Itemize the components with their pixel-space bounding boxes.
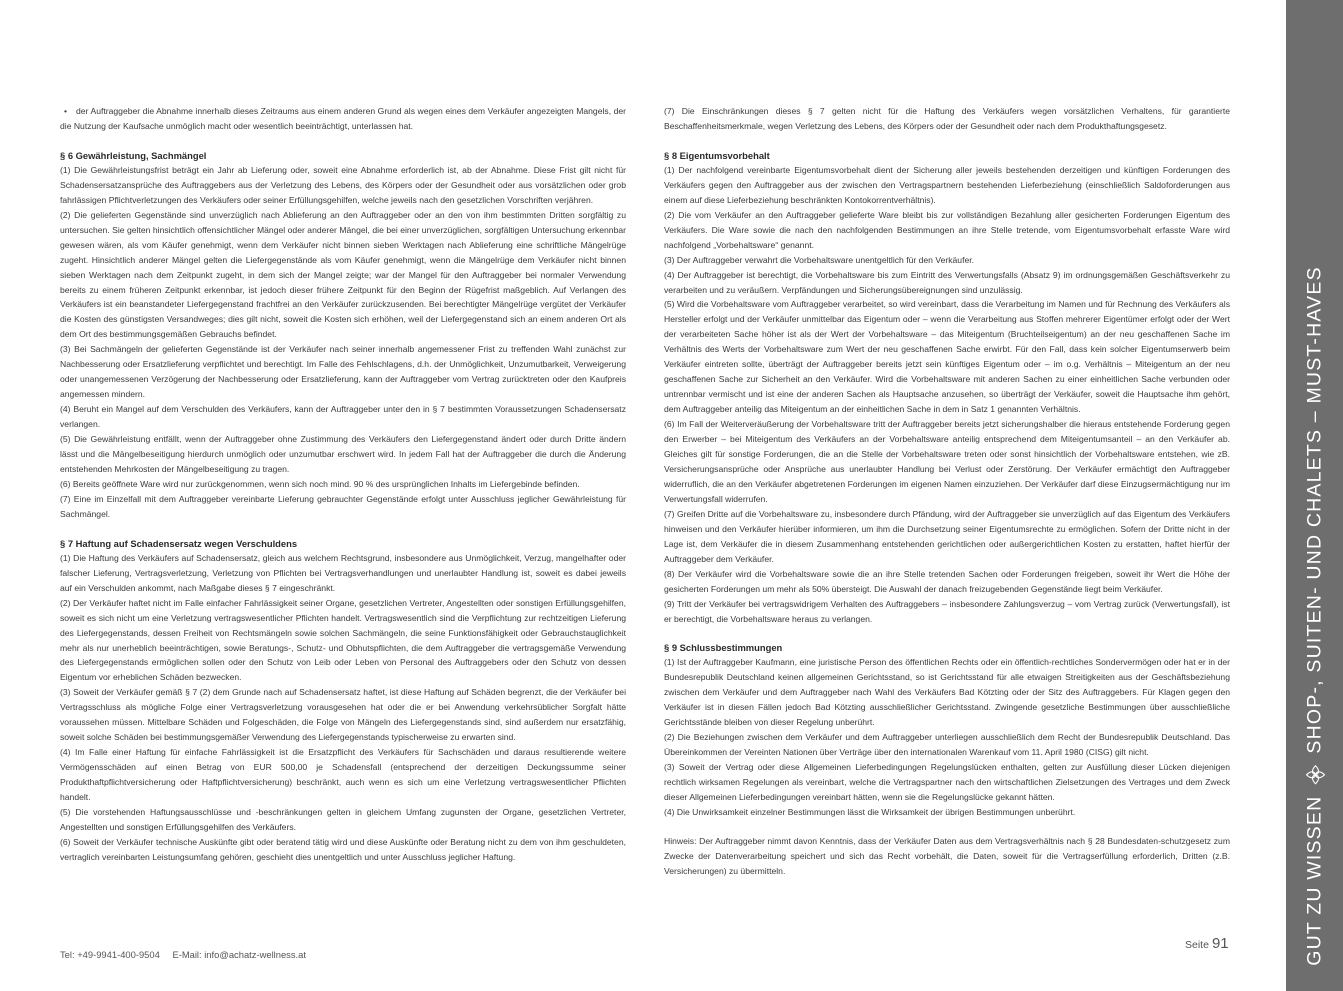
- section-6-paragraph-6: (6) Bereits geöffnete Ware wird nur zurückgenommen, wenn sich noch mind. 90 % des ursprünglichen Inhalts im Liefergebinde befinden.: [60, 478, 580, 489]
- sidebar-label: [1303, 266, 1326, 966]
- page-number-value: 91: [1211, 935, 1229, 952]
- section-9-paragraph-4: (4) Die Unwirksamkeit einzelner Bestimmungen lässt die Wirksamkeit der übrigen Bestimmungen unberührt.: [664, 806, 1076, 817]
- bullet-paragraph: • der Auftraggeber die Abnahme innerhalb dieses Zeitraums aus einem anderen Grund als wegen eines dem Verkäufer angezeigten Mangels, der die Nutzung der Kaufsache unmöglich macht oder wesentlich beeinträchtigt, unterlassen hat.: [60, 104, 626, 134]
- left-column: [60, 104, 626, 865]
- section-7-paragraph-1: (1) Die Haftung des Verkäufers auf Schadensersatz, gleich aus welchem Rechtsgrund, insbesondere aus Unmöglichkeit, Verzug, mangelhafter oder falscher Lieferung, Vertragsverletzung, Verletzung von Pflichten bei Vertragsverhandlungen und unerlaubter Handlung ist, soweit es dabei jeweils auf ein Verschulden ankommt, nach Maßgabe dieses § 7 eingeschränkt.: [60, 552, 626, 593]
- section-8-heading: § 8 Eigentumsvorbehalt: [664, 149, 770, 161]
- section-7-paragraph-2: (2) Der Verkäufer haftet nicht im Falle einfacher Fahrlässigkeit seiner Organe, gesetzlichen Vertreter, Angestellten oder sonstigen Erfüllungsgehilfen, soweit es sich nicht um eine Verletzung vertragswesentlicher Pflichten handelt. Vertragswesentlich sind die Verpflichtung zur rechtzeitigen Lieferung des Liefergegenstands, dessen Freiheit von Rechtsmängeln sowie solchen Sachmängeln, die seine Funktionsfähigkeit oder Gebrauchstauglichkeit mehr als nur unerheblich beeinträchtigen, sowie Beratungs-, Schutz- und Obhutspflichten, die dem Auftraggeber die vertragsgemäße Verwendung des Liefergegenstands ermöglichen sollen oder den Schutz von Leib oder Leben von Personal des Auftraggebers oder den Schutz von dessen Eigentum vor erheblichen Schäden bezwecken.: [60, 597, 626, 683]
- section-7-paragraph-3: (3) Soweit der Verkäufer gemäß § 7 (2) dem Grunde nach auf Schadensersatz haftet, ist diese Haftung auf Schäden begrenzt, die der Verkäufer bei Vertragsschluss als mögliche Folge einer Vertragsverletzung vorausgesehen hat oder die er bei Anwendung verkehrsüblicher Sorgfalt hätte voraussehen müssen. Mittelbare Schäden und Folgeschäden, die Folge von Mängeln des Liefergegenstands sind, sind außerdem nur ersatzfähig, soweit solche Schäden bei bestimmungsgemäßer Verwendung des Liefergegenstands typischerweise zu erwarten sind.: [60, 687, 626, 743]
- section-7-heading: § 7 Haftung auf Schadensersatz wegen Verschuldens: [60, 537, 298, 549]
- section-6-paragraph-7: (7) Eine im Einzelfall mit dem Auftraggeber vereinbarte Lieferung gebrauchter Gegenstände erfolgt unter Ausschluss jeglicher Gewährleistung für Sachmängel.: [60, 493, 626, 519]
- footer-phone: Tel: +49-9941-400-9504: [60, 949, 160, 960]
- section-8-paragraph-8: (8) Der Verkäufer wird die Vorbehaltsware sowie die an ihre Stelle tretenden Sachen oder Forderungen freigeben, soweit ihr Wert die Höhe der gesicherten Forderungen um mehr als 50% übersteigt. Die Auswahl der danach freizugebenden Gegenstände liegt beim Verkäufer.: [664, 568, 1230, 594]
- right-column: [664, 104, 1230, 879]
- footer-email: E-Mail: info@achatz-wellness.at: [172, 949, 306, 960]
- hinweis-paragraph: Hinweis: Der Auftraggeber nimmt davon Kenntnis, dass der Verkäufer Daten aus dem Vertragsverhältnis nach § 28 Bundesdaten-schutzgesetz zum Zwecke der Datenverarbeitung speichert und sich das Recht vorbehält, die Daten, soweit für die Vertragserfüllung erforderlich, Dritten (z.B. Versicherungen) zu übermitteln.: [664, 835, 1230, 876]
- section-9-paragraph-2: (2) Die Beziehungen zwischen dem Verkäufer und dem Auftraggeber unterliegen ausschließlich dem Recht der Bundesrepublik Deutschland. Das Übereinkommen der Vereinten Nationen über Verträge über den internationalen Warenkauf vom 11. April 1980 (CISG) gilt nicht.: [664, 732, 1230, 758]
- section-8-paragraph-7: (7) Greifen Dritte auf die Vorbehaltsware zu, insbesondere durch Pfändung, wird der Auftraggeber sie unverzüglich auf das Eigentum des Verkäufers hinweisen und den Verkäufer hierüber informieren, um ihm die Durchsetzung seiner Eigentumsrechte zu ermöglichen. Sofern der Dritte nicht in der Lage ist, dem Verkäufer die in diesem Zusammenhang entstehenden gerichtlichen oder außergerichtlichen Kosten zu erstatten, haftet hierfür der Auftraggeber dem Verkäufer.: [664, 508, 1230, 564]
- section-7-paragraph-6: (6) Soweit der Verkäufer technische Auskünfte gibt oder beratend tätig wird und diese Auskünfte oder Beratung nicht zu dem von ihm geschuldeten, vertraglich vereinbarten Leistungsumfang gehören, geschieht dies unentgeltlich und unter Ausschluss jeglicher Haftung.: [60, 836, 626, 862]
- page-label: Seite: [1185, 939, 1209, 951]
- section-7-paragraph-7: (7) Die Einschränkungen dieses § 7 gelten nicht für die Haftung des Verkäufers wegen vorsätzlichen Verhaltens, für garantierte Beschaffenheitsmerkmale, wegen Verletzung des Lebens, des Körpers oder der Gesundheit oder nach dem Produkthaftungsgesetz.: [664, 106, 1230, 131]
- section-8-paragraph-5: (5) Wird die Vorbehaltsware vom Auftraggeber verarbeitet, so wird vereinbart, dass die Verarbeitung im Namen und für Rechnung des Verkäufers als Hersteller erfolgt und der Verkäufer unmittelbar das Eigentum oder – wenn die Verarbeitung aus Stoffen mehrerer Eigentümer erfolgt oder der Wert der verarbeiteten Sache höher ist als der Wert der Vorbehaltsware – das Miteigentum (Bruchteilseigentum) an der neu geschaffenen Sache im Verhältnis des Werts der Vorbehaltsware zum Wert der neu geschaffenen Sache erwirbt. Für den Fall, dass kein solcher Eigentumserwerb beim Verkäufer eintreten sollte, überträgt der Auftraggeber bereits jetzt sein künftiges Eigentum oder – im o.g. Verhältnis – Miteigentum an der neu geschaffenen Sache zur Sicherheit an den Verkäufer. Wird die Vorbehaltsware mit anderen Sachen zu einer einheitlichen Sache verbunden oder untrennbar vermischt und ist eine der anderen Sachen als Hauptsache anzusehen, so überträgt der Verkäufer, soweit die Hauptsache ihm gehört, dem Auftraggeber anteilig das Miteigentum an der einheitlichen Sache in dem in Satz 1 genannten Verhältnis.: [664, 299, 1230, 415]
- section-8-paragraph-6: (6) Im Fall der Weiterveräußerung der Vorbehaltsware tritt der Auftraggeber bereits jetzt sicherungshalber die hieraus entstehende Forderung gegen den Erwerber – bei Miteigentum des Verkäufers an der Vorbehaltsware anteilig entsprechend dem Miteigentumsanteil – an den Verkäufer ab. Gleiches gilt für sonstige Forderungen, die an die Stelle der Vorbehaltsware treten oder sonst hinsichtlich der Vorbehaltsware entstehen, wie zB. Versicherungsansprüche oder Ansprüche aus unerlaubter Handlung bei Verlust oder Zerstörung. Der Verkäufer ermächtigt den Auftraggeber widerruflich, die an den Verkäufer abgetretenen Forderungen im eigenen Namen einzuziehen. Der Verkäufer darf diese Einzugsermächtigung nur im Verwertungsfall widerrufen.: [664, 419, 1230, 504]
- section-8-paragraph-4: (4) Der Auftraggeber ist berechtigt, die Vorbehaltsware bis zum Eintritt des Verwertungsfalls (Absatz 9) im ordnungsgemäßen Geschäftsverkehr zu verarbeiten und zu veräußern. Verpfändungen und Sicherungsübereignungen sind unzulässig.: [664, 269, 1230, 295]
- section-8-paragraph-2: (2) Die vom Verkäufer an den Auftraggeber gelieferte Ware bleibt bis zur vollständigen Bezahlung aller gesicherten Forderungen Eigentum des Verkäufers. Die Ware sowie die nach den nachfolgenden Bestimmungen an ihre Stelle tretende, vom Eigentumsvorbehalt erfasste Ware wird nachfolgend „Vorbehaltsware“ genannt.: [664, 209, 1230, 250]
- leaf-ornament-icon: [1304, 763, 1326, 785]
- section-6-paragraph-3: (3) Bei Sachmängeln der gelieferten Gegenstände ist der Verkäufer nach seiner innerhalb angemessener Frist zu treffenden Wahl zunächst zur Nachbesserung oder Ersatzlieferung verpflichtet und berechtigt. Im Falle des Fehlschlagens, d.h. der Unmöglichkeit, Unzumutbarkeit, Verweigerung oder unangemessenen Verzögerung der Nachbesserung oder Ersatzlieferung, kann der Auftraggeber vom Vertrag zurücktreten oder den Kaufpreis angemessen mindern.: [60, 344, 626, 400]
- section-7-paragraph-4: (4) Im Falle einer Haftung für einfache Fahrlässigkeit ist die Ersatzpflicht des Verkäufers für Sachschäden und daraus resultierende weitere Vermögensschäden auf einen Betrag von EUR 500,00 je Schadensfall (entsprechend der derzeitigen Deckungssumme seiner Produkthaftpflichtversicherung oder Haftpflichtversicherung) beschränkt, auch wenn es sich um eine Verletzung vertragswesentlicher Pflichten handelt.: [60, 747, 626, 803]
- section-6-heading: § 6 Gewährleistung, Sachmängel: [60, 149, 207, 161]
- sidebar-band: [1286, 0, 1343, 991]
- section-6-paragraph-1: (1) Die Gewährleistungsfrist beträgt ein Jahr ab Lieferung oder, soweit eine Abnahme erforderlich ist, ab der Abnahme. Diese Frist gilt nicht für Schadensersatzansprüche des Auftraggebers aus der Verletzung des Lebens, des Körpers oder der Gesundheit oder aus vorsätzlichen oder grob fahrlässigen Pflichtverletzungen des Verkäufers oder seiner Erfüllungsgehilfen, welche jeweils nach den gesetzlichen Vorschriften verjähren.: [60, 164, 626, 205]
- section-9-heading: § 9 Schlussbestimmungen: [664, 642, 783, 654]
- page-number: [1185, 935, 1229, 952]
- sidebar-right-text: SHOP-, SUITEN- UND CHALETS – MUST-HAVES: [1303, 265, 1325, 754]
- footer-contact: [60, 949, 316, 960]
- section-6-paragraph-4: (4) Beruht ein Mangel auf dem Verschulden des Verkäufers, kann der Auftraggeber unter den in § 7 bestimmten Voraussetzungen Schadensersatz verlangen.: [60, 404, 626, 430]
- section-7-paragraph-5: (5) Die vorstehenden Haftungsausschlüsse und -beschränkungen gelten in gleichem Umfang zugunsten der Organe, gesetzlichen Vertreter, Angestellten und sonstigen Erfüllungsgehilfen des Verkäufers.: [60, 806, 626, 832]
- section-8-paragraph-1: (1) Der nachfolgend vereinbarte Eigentumsvorbehalt dient der Sicherung aller jeweils bestehenden derzeitigen und künftigen Forderungen des Verkäufers gegen den Auftraggeber aus der zwischen den Vertragspartnern bestehenden Lieferbeziehung (einschließlich Saldoforderungen aus einem auf diese Lieferbeziehung beschränkten Kontokorrentverhältnis).: [664, 164, 1230, 205]
- section-9-paragraph-3: (3) Soweit der Vertrag oder diese Allgemeinen Lieferbedingungen Regelungslücken enthalten, gelten zur Ausfüllung dieser Lücken diejenigen rechtlich wirksamen Regelungen als vereinbart, welche die Vertragspartner nach den wirtschaftlichen Zielsetzungen des Vertrages und dem Zweck dieser Allgemeinen Lieferbedingungen vereinbart hätten, wenn sie die Regelungslücke gekannt hätten.: [664, 762, 1230, 803]
- section-6-paragraph-5: (5) Die Gewährleistung entfällt, wenn der Auftraggeber ohne Zustimmung des Verkäufers den Liefergegenstand ändert oder durch Dritte ändern lässt und die Mängelbeseitigung hierdurch unmöglich oder unzumutbar erschwert wird. In jedem Fall hat der Auftraggeber die durch die Änderung entstehenden Mehrkosten der Mängelbeseitigung zu tragen.: [60, 434, 626, 474]
- sidebar-left-text: GUT ZU WISSEN: [1303, 795, 1325, 966]
- section-8-paragraph-3: (3) Der Auftraggeber verwahrt die Vorbehaltsware unentgeltlich für den Verkäufer.: [664, 254, 975, 265]
- section-9-paragraph-1: (1) Ist der Auftraggeber Kaufmann, eine juristische Person des öffentlichen Rechts oder ein öffentlich-rechtliches Sondervermögen oder hat er in der Bundesrepublik Deutschland keinen allgemeinen Gerichtsstand, so ist Gerichtsstand für alle etwaigen Streitigkeiten aus der Geschäftsbeziehung zwischen dem Verkäufer und dem Auftraggeber nach Wahl des Verkäufers Bad Kötzting oder der Sitz des Auftraggebers. Für Klagen gegen den Verkäufer ist in diesen Fällen jedoch Bad Kötzting ausschließlicher Gerichtsstand. Zwingende gesetzliche Bestimmungen über ausschließliche Gerichtsstände bleiben von dieser Regelung unberührt.: [664, 657, 1230, 728]
- section-8-paragraph-9: (9) Tritt der Verkäufer bei vertragswidrigem Verhalten des Auftraggebers – insbesondere Zahlungsverzug – vom Vertrag zurück (Verwertungsfall), ist er berechtigt, die Vorbehaltsware heraus zu verlangen.: [664, 598, 1230, 624]
- section-6-paragraph-2: (2) Die gelieferten Gegenstände sind unverzüglich nach Ablieferung an den Auftraggeber oder an den von ihm bestimmten Dritten sorgfältig zu untersuchen. Sie gelten hinsichtlich offensichtlicher Mängel oder anderer Mängel, die bei einer unverzüglichen, sorgfältigen Untersuchung erkennbar gewesen wären, als vom Käufer genehmigt, wenn dem Verkäufer nicht binnen sieben Werktagen nach Ablieferung eine schriftliche Mängelrüge zugeht. Hinsichtlich anderer Mängel gelten die Liefergegenstände als vom Käufer genehmigt, wenn die Mängelrüge dem Verkäufer nicht binnen sieben Werktagen nach dem Zeitpunkt zugeht, in dem sich der Mangel zeigte; war der Mangel für den Auftraggeber bei normaler Verwendung bereits zu einem früheren Zeitpunkt erkennbar, ist jedoch dieser frühere Zeitpunkt für den Beginn der Rügefrist maßgeblich. Auf Verlangen des Verkäufers ist ein beanstandeter Liefergegenstand frachtfrei an den Verkäufer zurückzusenden. Bei berechtigter Mängelrüge vergütet der Verkäufer die Kosten des günstigsten Versandweges; dies gilt nicht, soweit die Kosten sich erhöhen, weil der Liefergegenstand sich an einem anderen Ort als dem Ort des bestimmungsgemäßen Gebrauchs befindet.: [60, 209, 626, 340]
